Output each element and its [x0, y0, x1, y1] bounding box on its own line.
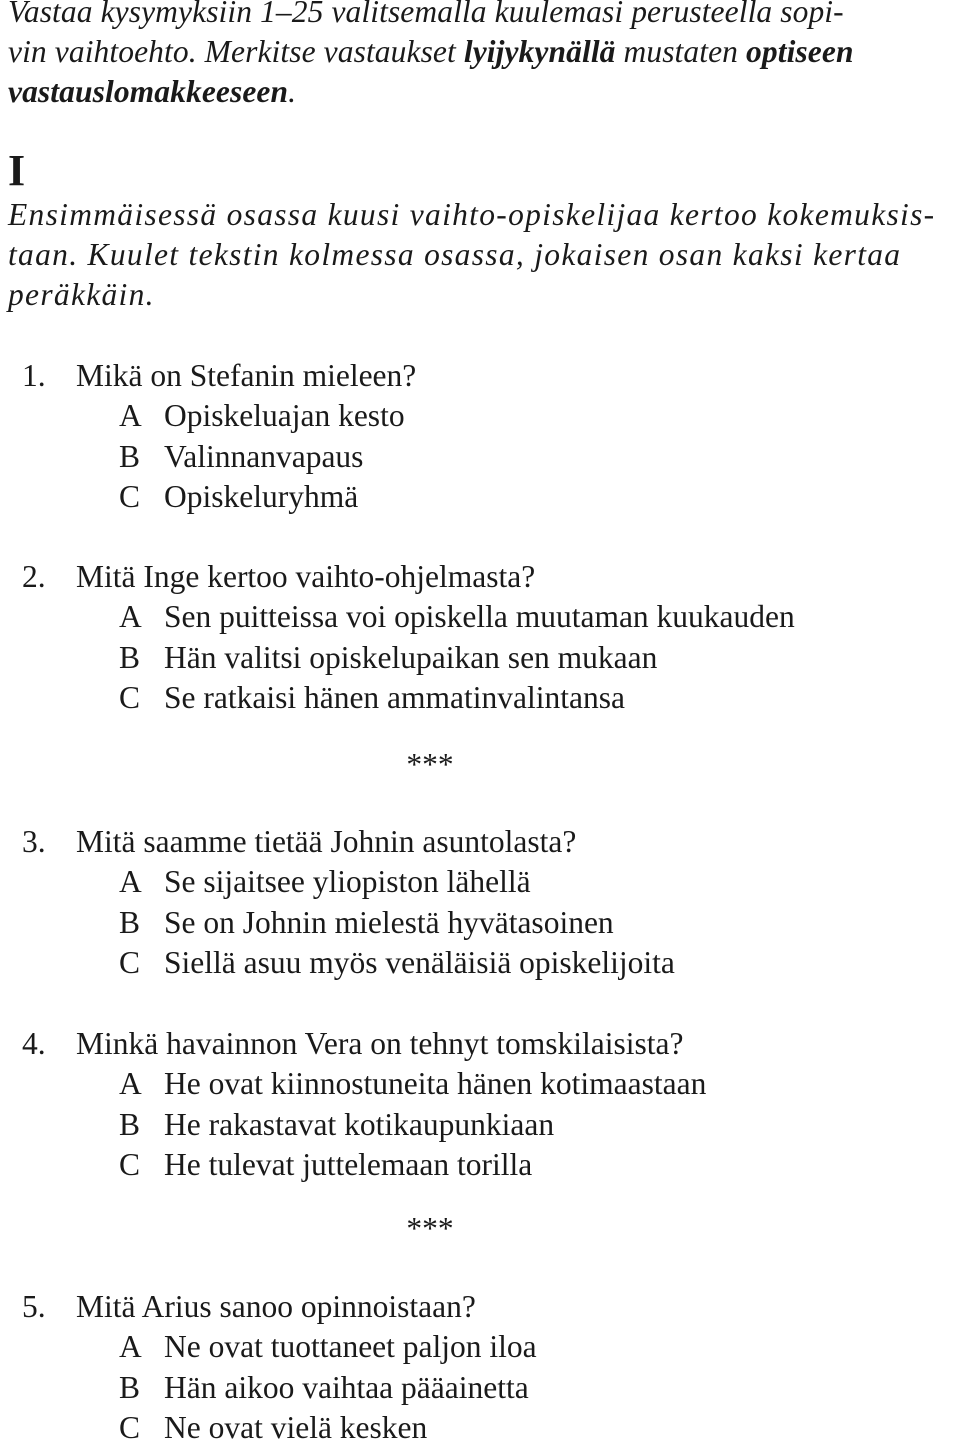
question-2: [0, 557, 960, 719]
option-letter: C: [119, 479, 141, 514]
option-c: [0, 1408, 960, 1449]
option-b: [0, 437, 960, 478]
option-b: [0, 1105, 960, 1146]
option-text: Valinnanvapaus: [164, 438, 364, 474]
option-letter: B: [119, 1369, 141, 1405]
option-text: Hän aikoo vaihtaa pääainetta: [164, 1369, 529, 1405]
question-number: 1.: [22, 358, 46, 393]
option-text: Opiskeluajan kesto: [164, 398, 405, 433]
option-text: Siellä asuu myös venäläisiä opiskelijoita: [164, 945, 675, 980]
option-text: Opiskeluryhmä: [164, 479, 359, 514]
instructions-line2: vin vaihtoehto. Merkitse vastaukset: [8, 34, 464, 69]
section-number: I: [8, 146, 26, 195]
section-description-line3: peräkkäin.: [8, 277, 155, 312]
question-3: [0, 822, 960, 984]
question-number: 3.: [22, 824, 46, 859]
question-text: Mitä saamme tietää Johnin asuntolasta?: [76, 824, 577, 859]
instructions: [8, 0, 958, 112]
option-letter: B: [119, 639, 141, 675]
question-1: [0, 356, 960, 518]
option-text: He ovat kiinnostuneita hänen kotimaastaan: [164, 1066, 707, 1101]
instructions-text: mustaten: [615, 34, 747, 69]
option-c: [0, 943, 960, 984]
option-a: [0, 1064, 960, 1105]
option-b: [0, 1368, 960, 1409]
instructions-emphasis-form: vastauslomakkeeseen: [8, 74, 289, 109]
option-letter: B: [119, 438, 141, 474]
question-number: 5.: [22, 1289, 46, 1324]
option-text: Se on Johnin mielestä hyvätasoinen: [164, 904, 614, 940]
option-letter: A: [119, 599, 142, 634]
option-letter: C: [119, 1410, 141, 1445]
option-letter: A: [119, 398, 142, 433]
option-letter: A: [119, 864, 142, 899]
question-stem: [0, 1287, 960, 1327]
section-description-line2: taan. Kuulet tekstin kolmessa osassa, jokaisen osan kaksi kertaa: [8, 237, 902, 272]
option-c: [0, 1145, 960, 1186]
question-4: [0, 1024, 960, 1186]
question-text: Mikä on Stefanin mieleen?: [76, 358, 417, 393]
question-stem: [0, 557, 960, 597]
question-number: 2.: [22, 559, 46, 594]
option-letter: C: [119, 680, 141, 715]
option-c: [0, 678, 960, 719]
question-text: Minkä havainnon Vera on tehnyt tomskilaisista?: [76, 1026, 684, 1061]
separator: ***: [406, 1211, 454, 1246]
question-5: [0, 1287, 960, 1449]
option-text: Se ratkaisi hänen ammatinvalintansa: [164, 680, 625, 715]
question-stem: [0, 1024, 960, 1064]
option-letter: A: [119, 1329, 142, 1364]
separator: ***: [406, 747, 454, 782]
option-text: Hän valitsi opiskelupaikan sen mukaan: [164, 639, 658, 675]
question-text: Mitä Inge kertoo vaihto-ohjelmasta?: [76, 559, 536, 594]
question-number: 4.: [22, 1026, 46, 1061]
option-a: [0, 597, 960, 638]
instructions-emphasis-optical: optiseen: [746, 34, 854, 69]
option-a: [0, 1327, 960, 1368]
option-text: Sen puitteissa voi opiskella muutaman kuukauden: [164, 599, 795, 634]
instructions-emphasis-pencil: lyijykynällä: [463, 34, 616, 69]
option-a: [0, 396, 960, 437]
section-description-line1: Ensimmäisessä osassa kuusi vaihto-opiskelijaa kertoo kokemuksis-: [8, 197, 936, 232]
option-b: [0, 903, 960, 944]
option-letter: C: [119, 1147, 141, 1182]
question-stem: [0, 356, 960, 396]
option-b: [0, 638, 960, 679]
question-text: Mitä Arius sanoo opinnoistaan?: [76, 1289, 476, 1324]
option-letter: C: [119, 945, 141, 980]
option-letter: A: [119, 1066, 142, 1101]
section-description: [8, 195, 958, 315]
option-text: He rakastavat kotikaupunkiaan: [164, 1106, 555, 1142]
option-letter: B: [119, 904, 141, 940]
question-stem: [0, 822, 960, 862]
option-text: Se sijaitsee yliopiston lähellä: [164, 864, 531, 899]
option-text: Ne ovat vielä kesken: [164, 1410, 428, 1445]
option-c: [0, 477, 960, 518]
option-letter: B: [119, 1106, 141, 1142]
instructions-line1: Vastaa kysymyksiin 1–25 valitsemalla kuulemasi perusteella sopi-: [8, 0, 844, 29]
instructions-end: .: [288, 74, 297, 109]
option-a: [0, 862, 960, 903]
option-text: Ne ovat tuottaneet paljon iloa: [164, 1329, 537, 1364]
option-text: He tulevat juttelemaan torilla: [164, 1147, 533, 1182]
